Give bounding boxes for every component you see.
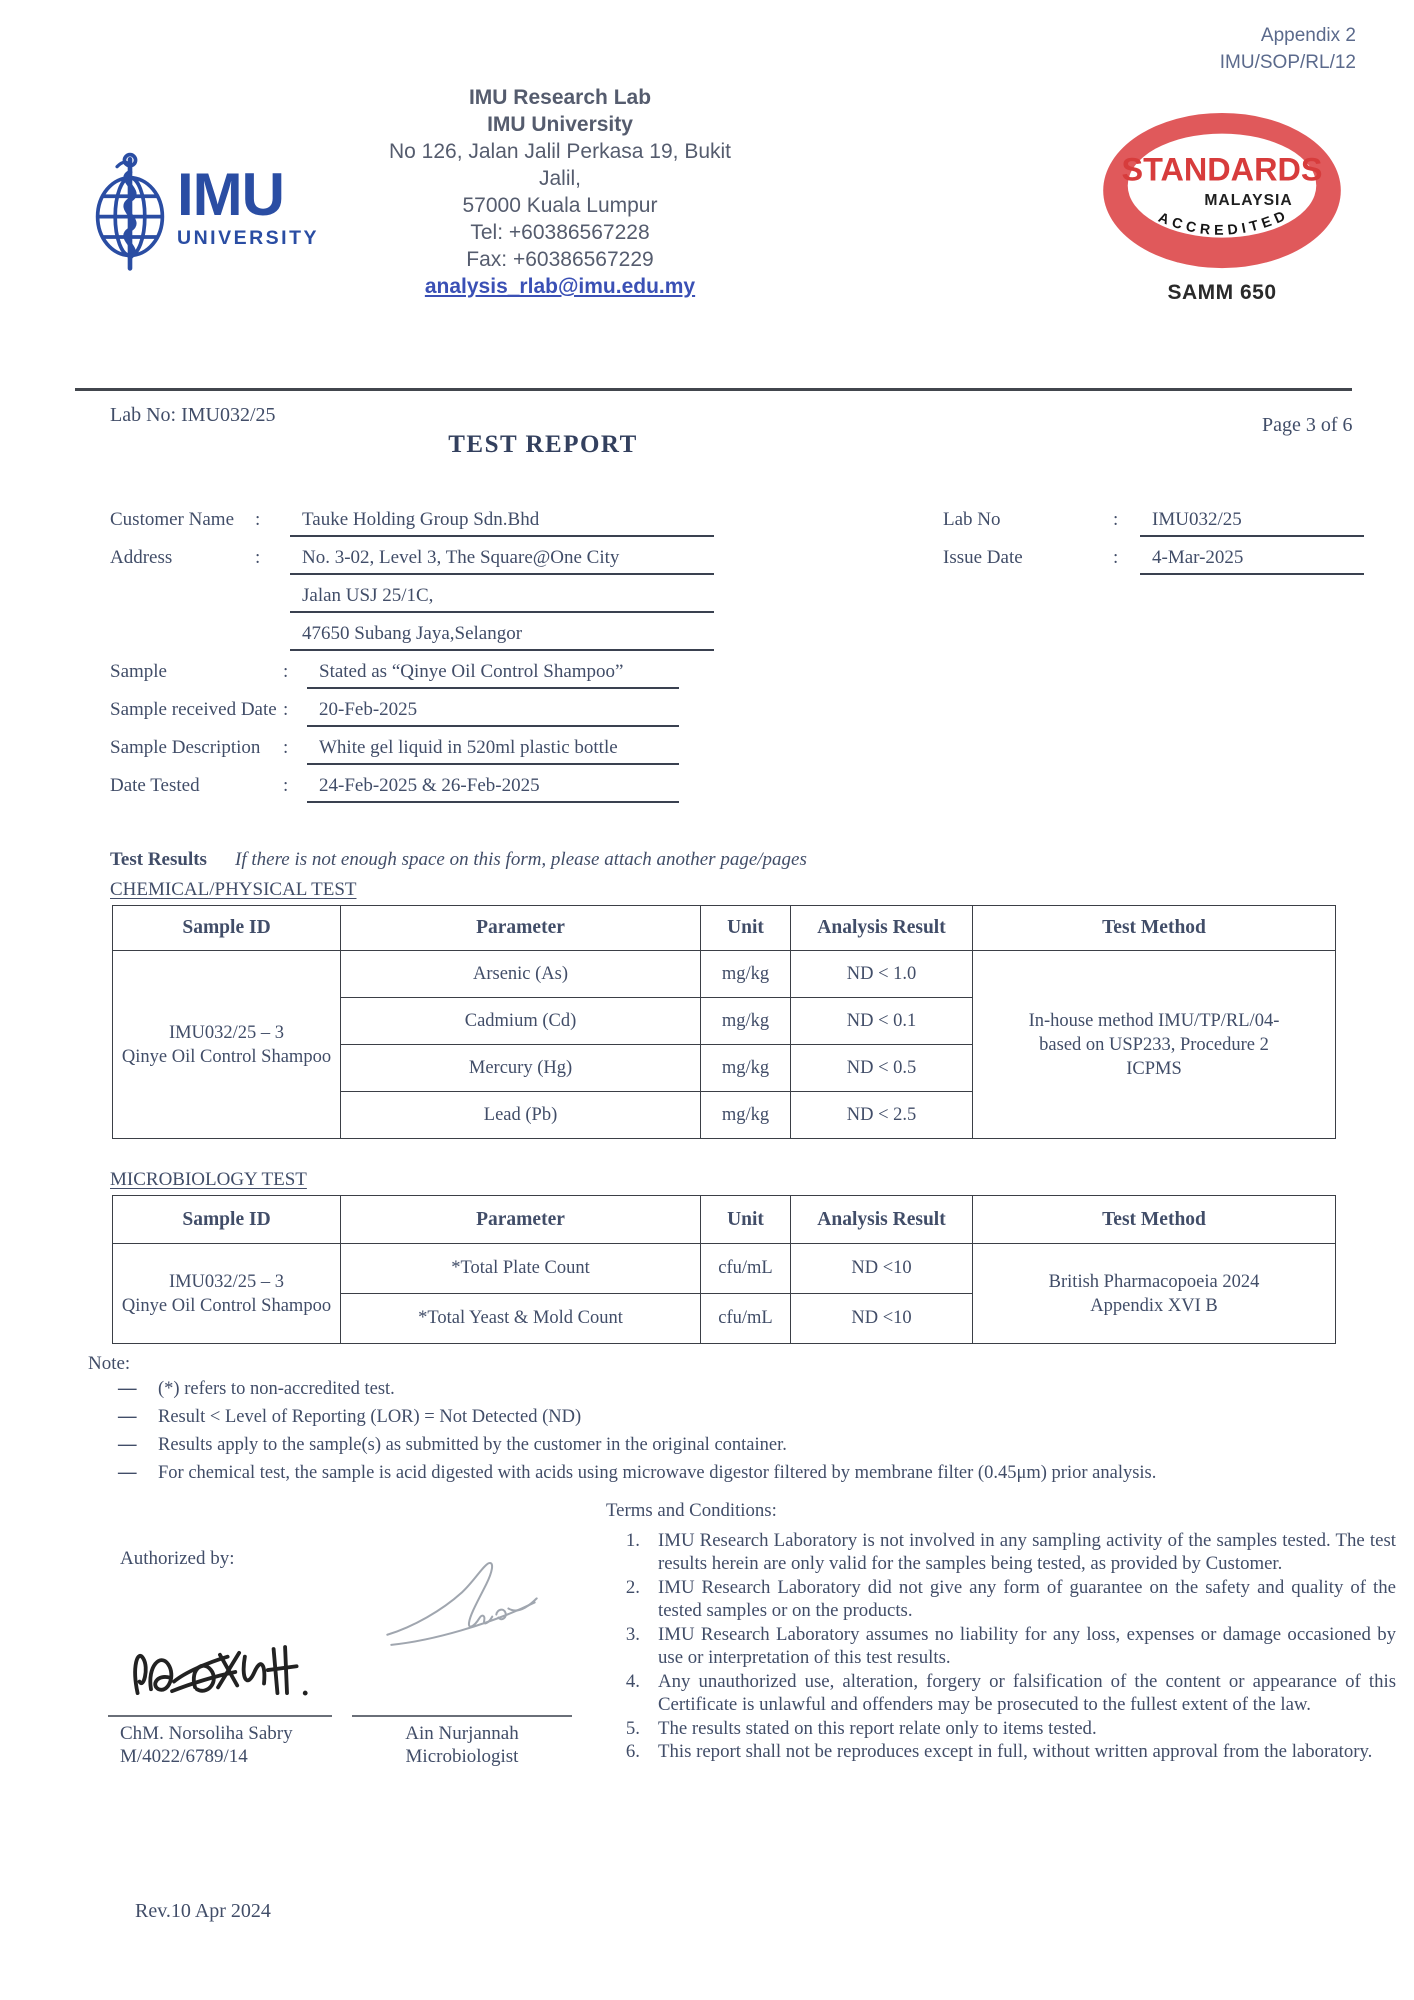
method-line1: In-house method IMU/TP/RL/04- xyxy=(1028,1010,1280,1031)
sample-id-line2: Qinye Oil Control Shampoo xyxy=(121,1046,332,1067)
badge-accredited-text: ACCREDITED xyxy=(1155,206,1292,239)
address-line-2: 57000 Kuala Lumpur xyxy=(462,194,658,217)
info-label: Sample received Date xyxy=(110,699,277,720)
report-title: TEST REPORT xyxy=(448,431,638,458)
chemical-section-heading: CHEMICAL/PHYSICAL TEST xyxy=(110,879,357,900)
test-results-note: If there is not enough space on this form, please attach another page/pages xyxy=(235,849,807,870)
microbiologist-signature xyxy=(383,1556,545,1662)
info-row-date-tested xyxy=(0,771,1414,805)
term-text: The results stated on this report relate only to items tested. xyxy=(658,1717,1097,1739)
col-header-unit: Unit xyxy=(701,1196,791,1244)
fax-line: Fax: +60386567229 xyxy=(466,248,654,271)
info-row-lab-no xyxy=(0,505,1414,539)
info-row-sample xyxy=(0,657,1414,691)
sop-ref-line: IMU/SOP/RL/12 xyxy=(1219,52,1356,73)
imu-logo-university: UNIVERSITY xyxy=(177,227,320,249)
authoriser-name-block xyxy=(120,1722,293,1768)
sample-id-line1: IMU032/25 – 3 xyxy=(168,1271,285,1292)
term-number: 1. xyxy=(625,1529,640,1551)
info-row-issue-date xyxy=(0,543,1414,577)
university-name: IMU University xyxy=(487,113,633,136)
term-number: 4. xyxy=(625,1670,640,1692)
term-text: IMU Research Laboratory did not give any form of guarantee on the safety and quality of the tested samples or on the products. xyxy=(658,1576,1396,1621)
note-text: Result < Level of Reporting (LOR) = Not Detected (ND) xyxy=(158,1407,582,1427)
terms-and-conditions xyxy=(606,1499,1396,1764)
info-value: 20-Feb-2025 xyxy=(307,695,679,727)
col-header-test-method: Test Method xyxy=(973,1196,1336,1244)
info-label: Sample xyxy=(110,661,167,682)
col-header-sample-id: Sample ID xyxy=(113,1196,341,1244)
unit-cell: cfu/mL xyxy=(701,1244,791,1294)
info-colon: : xyxy=(255,547,261,568)
term-text: IMU Research Laboratory is not involved in any sampling activity of the samples tested. The test results herein are only valid for the samples being tested, as provided by Customer. xyxy=(658,1529,1396,1574)
lab-no-line: Lab No: IMU032/25 xyxy=(110,404,276,426)
imu-logo-brand: IMU xyxy=(177,161,284,228)
col-header-analysis-result: Analysis Result xyxy=(791,906,973,951)
info-colon: : xyxy=(255,509,261,530)
email-link[interactable]: analysis_rlab@imu.edu.my xyxy=(424,275,696,298)
list-item xyxy=(118,1462,1318,1485)
sample-id-line2: Qinye Oil Control Shampoo xyxy=(121,1295,332,1316)
result-cell: ND <10 xyxy=(791,1294,973,1344)
badge-standards-text: STANDARDS xyxy=(1121,151,1323,188)
parameter-cell: *Total Plate Count xyxy=(341,1244,701,1294)
appendix-line: Appendix 2 xyxy=(1260,25,1356,46)
note-text: (*) refers to non-accredited test. xyxy=(158,1379,395,1399)
note-title: Note: xyxy=(88,1353,131,1374)
parameter-cell: Cadmium (Cd) xyxy=(341,998,701,1045)
page-number: Page 3 of 6 xyxy=(1262,414,1353,436)
info-colon: : xyxy=(283,737,289,758)
info-colon: : xyxy=(283,775,289,796)
authoriser-registration: M/4022/6789/14 xyxy=(120,1746,248,1767)
signature-line-right xyxy=(352,1715,572,1717)
col-header-sample-id: Sample ID xyxy=(113,906,341,951)
unit-cell: mg/kg xyxy=(701,1092,791,1139)
col-header-parameter: Parameter xyxy=(341,1196,701,1244)
lab-name: IMU Research Lab xyxy=(468,86,652,109)
dash-bullet: — xyxy=(118,1407,137,1427)
microbiologist-name-block xyxy=(352,1722,572,1768)
term-text: IMU Research Laboratory assumes no liability for any loss, expenses or damage occasioned by use or interpretation of this test results. xyxy=(658,1623,1396,1668)
list-item xyxy=(118,1406,1318,1429)
signature-line-left xyxy=(108,1715,332,1717)
list-item xyxy=(606,1717,1396,1741)
chemical-test-table xyxy=(112,905,1336,1139)
parameter-cell: Mercury (Hg) xyxy=(341,1045,701,1092)
info-row-sample-received xyxy=(0,695,1414,729)
info-value: Jalan USJ 25/1C, xyxy=(290,581,714,613)
result-cell: ND <10 xyxy=(791,1244,973,1294)
method-line3: ICPMS xyxy=(1126,1058,1182,1079)
method-line2: Appendix XVI B xyxy=(1090,1295,1218,1316)
info-label: Customer Name xyxy=(110,509,235,530)
unit-cell: mg/kg xyxy=(701,1045,791,1092)
term-text: This report shall not be reproduces except in full, without written approval from the laboratory. xyxy=(658,1741,1373,1762)
parameter-cell: Lead (Pb) xyxy=(341,1092,701,1139)
address-line-1: No 126, Jalan Jalil Perkasa 19, Bukit Jalil, xyxy=(388,140,732,190)
unit-cell: mg/kg xyxy=(701,951,791,998)
col-header-unit: Unit xyxy=(701,906,791,951)
accreditation-badge xyxy=(1098,110,1346,305)
info-colon: : xyxy=(283,699,289,720)
list-item xyxy=(606,1740,1396,1764)
list-item xyxy=(118,1434,1318,1457)
method-line2: based on USP233, Procedure 2 xyxy=(1039,1034,1269,1055)
badge-malaysia-text: MALAYSIA xyxy=(1204,192,1293,210)
list-item xyxy=(606,1623,1396,1670)
result-cell: ND < 0.1 xyxy=(791,998,973,1045)
result-cell: ND < 1.0 xyxy=(791,951,973,998)
dash-bullet: — xyxy=(118,1463,137,1483)
revision-footer: Rev.10 Apr 2024 xyxy=(135,1900,271,1922)
microbiology-test-table xyxy=(112,1195,1336,1344)
info-value: 4-Mar-2025 xyxy=(1140,543,1364,575)
microbiology-section-heading: MICROBIOLOGY TEST xyxy=(110,1169,307,1190)
info-value: 47650 Subang Jaya,Selangor xyxy=(290,619,714,651)
authorized-by-label: Authorized by: xyxy=(120,1548,235,1569)
test-method-cell xyxy=(973,951,1336,1139)
col-header-parameter: Parameter xyxy=(341,906,701,951)
imu-logo xyxy=(93,148,319,276)
info-label: Sample Description xyxy=(110,737,261,758)
info-value: Tauke Holding Group Sdn.Bhd xyxy=(290,505,714,537)
table-row xyxy=(113,1244,1336,1294)
info-value: IMU032/25 xyxy=(1140,505,1364,537)
result-cell: ND < 2.5 xyxy=(791,1092,973,1139)
col-header-test-method: Test Method xyxy=(973,906,1336,951)
list-item xyxy=(606,1670,1396,1717)
test-results-heading: Test Results xyxy=(110,849,207,870)
col-header-analysis-result: Analysis Result xyxy=(791,1196,973,1244)
unit-cell: mg/kg xyxy=(701,998,791,1045)
info-row-sample-description xyxy=(0,733,1414,767)
microbiologist-name: Ain Nurjannah xyxy=(405,1723,519,1744)
note-text: Results apply to the sample(s) as submitted by the customer in the original container. xyxy=(158,1435,787,1455)
parameter-cell: Arsenic (As) xyxy=(341,951,701,998)
table-row xyxy=(113,951,1336,998)
terms-title: Terms and Conditions: xyxy=(606,1500,777,1521)
info-row-address-2 xyxy=(0,581,1414,615)
method-line1: British Pharmacopoeia 2024 xyxy=(1048,1271,1260,1292)
appendix-reference xyxy=(1220,22,1356,76)
sample-id-cell xyxy=(113,951,341,1139)
info-value: No. 3-02, Level 3, The Square@One City xyxy=(290,543,714,575)
result-cell: ND < 0.5 xyxy=(791,1045,973,1092)
tel-line: Tel: +60386567228 xyxy=(470,221,650,244)
info-value: Stated as “Qinye Oil Control Shampoo” xyxy=(307,657,679,689)
info-colon: : xyxy=(1113,547,1119,568)
term-number: 3. xyxy=(625,1623,640,1645)
info-label: Date Tested xyxy=(110,775,200,796)
list-item xyxy=(606,1529,1396,1576)
note-list xyxy=(118,1378,1318,1490)
list-item xyxy=(118,1378,1318,1401)
term-number: 5. xyxy=(625,1717,640,1739)
term-number: 6. xyxy=(625,1741,640,1762)
microbiologist-role: Microbiologist xyxy=(405,1746,519,1767)
badge-samm-text: SAMM 650 xyxy=(1167,281,1277,304)
imu-globe-caduceus-icon xyxy=(93,148,167,276)
sample-id-cell xyxy=(113,1244,341,1344)
info-row-address-3 xyxy=(0,619,1414,653)
unit-cell: cfu/mL xyxy=(701,1294,791,1344)
info-colon: : xyxy=(283,661,289,682)
term-number: 2. xyxy=(625,1576,640,1598)
table-header-row xyxy=(113,906,1336,951)
list-item xyxy=(606,1576,1396,1623)
parameter-cell: *Total Yeast & Mold Count xyxy=(341,1294,701,1344)
info-label: Address xyxy=(110,547,173,568)
info-colon: : xyxy=(1113,509,1119,530)
info-value: 24-Feb-2025 & 26-Feb-2025 xyxy=(307,771,679,803)
dash-bullet: — xyxy=(118,1435,137,1455)
sample-id-line1: IMU032/25 – 3 xyxy=(168,1022,285,1043)
dash-bullet: — xyxy=(118,1379,137,1399)
info-label: Issue Date xyxy=(943,547,1023,568)
imu-logo-text xyxy=(177,148,319,250)
authoriser-name: ChM. Norsoliha Sabry xyxy=(120,1723,293,1744)
note-text: For chemical test, the sample is acid digested with acids using microwave digestor filtered by membrane filter (0.45μm) prior analysis. xyxy=(158,1463,1157,1483)
test-method-cell xyxy=(973,1244,1336,1344)
standards-malaysia-badge-icon xyxy=(1098,110,1346,272)
header-divider xyxy=(75,388,1352,391)
table-header-row xyxy=(113,1196,1336,1244)
authoriser-signature xyxy=(128,1632,310,1712)
info-label: Lab No xyxy=(943,509,1001,530)
lab-address-block xyxy=(368,84,752,300)
term-text: Any unauthorized use, alteration, forgery or falsification of the content or appearance of this Certificate is unlawful and offenders may be prosecuted to the fullest extent of the law. xyxy=(658,1670,1396,1715)
info-value: White gel liquid in 520ml plastic bottle xyxy=(307,733,679,765)
